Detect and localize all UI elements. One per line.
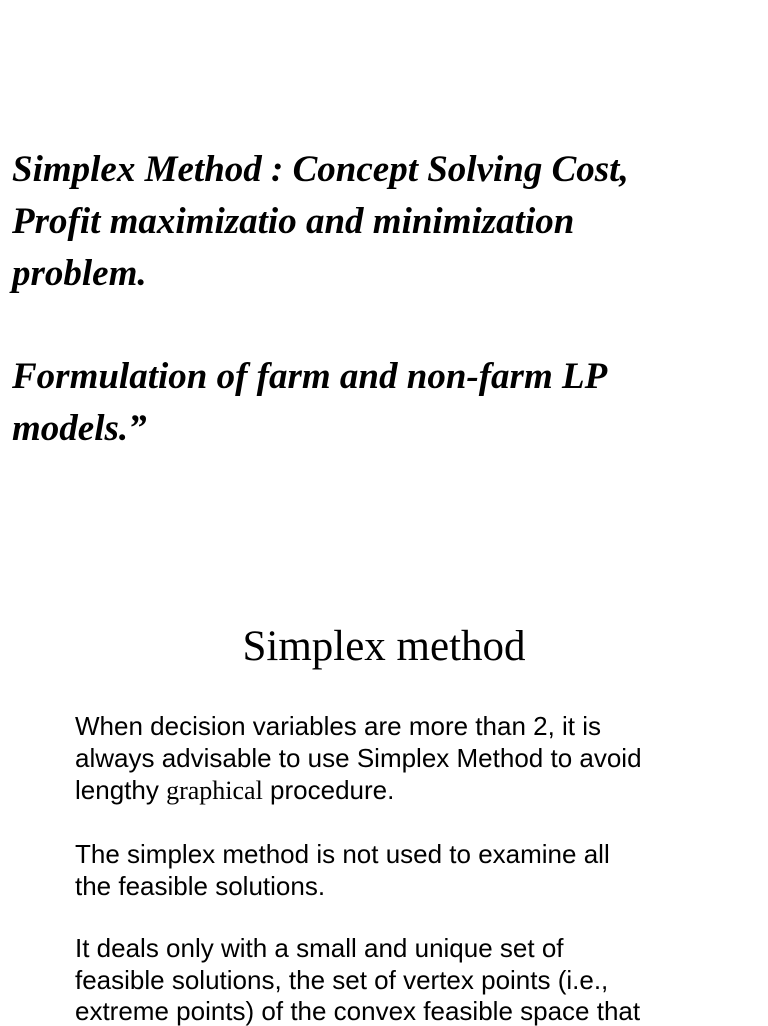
title-line-2: Profit maximizatio and minimization <box>12 201 575 242</box>
slide-title <box>0 0 768 512</box>
para3-line-3: extreme points) of the convex feasible space that <box>75 996 641 1026</box>
para1-line-3-serif-word: graphical <box>166 776 263 805</box>
para1-line-1: When decision variables are more than 2, it is <box>75 711 602 741</box>
para1-line-3 <box>75 777 394 804</box>
title-line-3: problem. <box>12 253 147 294</box>
para2-line-2: the feasible solutions. <box>75 871 326 901</box>
para1-line-3-start: lengthy <box>75 775 167 805</box>
subtitle-line-2: models.” <box>12 408 147 449</box>
para3-line-1: It deals only with a small and unique set of <box>75 933 564 963</box>
slide-heading: Simplex method <box>242 623 526 670</box>
slide-simplex-method <box>0 512 768 1024</box>
para1-line-2: always advisable to use Simplex Method to avoid <box>75 743 642 773</box>
para2-line-1: The simplex method is not used to examine all <box>75 839 610 869</box>
title-line-1: Simplex Method : Concept Solving Cost, <box>12 149 629 190</box>
para1-line-3-end: procedure. <box>262 775 395 805</box>
subtitle-line-1: Formulation of farm and non-farm LP <box>12 356 608 397</box>
para3-line-2: feasible solutions, the set of vertex points (i.e., <box>75 965 609 995</box>
